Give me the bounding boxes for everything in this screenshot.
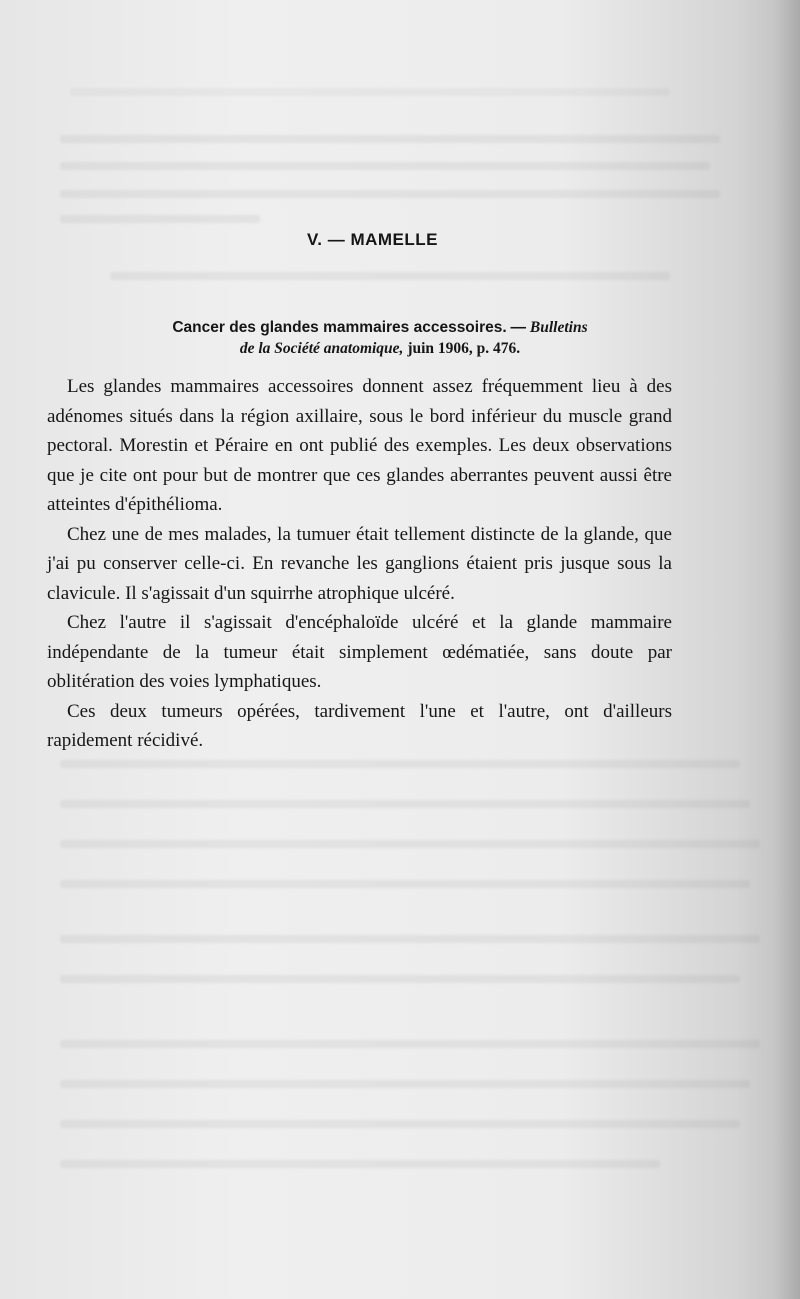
- bleed-through-line: [60, 1160, 660, 1168]
- bleed-through-line: [60, 135, 720, 143]
- bleed-through-line: [70, 88, 670, 96]
- publication-date: juin 1906, p. 476.: [407, 340, 521, 357]
- title-dash: —: [510, 319, 527, 336]
- page-edge-shadow: [774, 0, 800, 1299]
- bleed-through-line: [60, 760, 740, 768]
- bleed-through-line: [60, 935, 760, 943]
- bleed-through-line: [60, 190, 720, 198]
- journal-source: de la Société anatomique,: [239, 340, 404, 357]
- bleed-through-line: [60, 880, 750, 888]
- article-body: [47, 372, 672, 756]
- article-title-text: Cancer des glandes mammaires accessoires.: [172, 319, 507, 336]
- bleed-through-line: [60, 975, 740, 983]
- bleed-through-line: [60, 162, 710, 170]
- bleed-through-line: [60, 1040, 760, 1048]
- paragraph: Chez une de mes malades, la tumuer était tellement distincte de la glande, que j'ai pu conserver celle-ci. En revanche les ganglions étaient pris jusque sous la clavicule. Il s'agissait d'un squirrhe atrophique ulcéré.: [47, 523, 672, 604]
- bleed-through-line: [60, 840, 760, 848]
- section-heading: V. — MAMELLE: [307, 230, 438, 249]
- bleed-through-line: [60, 800, 750, 808]
- bleed-through-line: [60, 1120, 740, 1128]
- bleed-through-line: [60, 1080, 750, 1088]
- journal-name: Bulletins: [529, 319, 588, 336]
- bleed-through-line: [110, 272, 670, 280]
- paragraph: Chez l'autre il s'agissait d'encéphaloïde ulcéré et la glande mammaire indépendante de la tumeur était simplement œdématiée, sans doute par oblitération des voies lymphatiques.: [47, 612, 672, 692]
- paragraph: Les glandes mammaires accessoires donnent assez fréquemment lieu à des adénomes situés dans la région axillaire, sous le bord inférieur du muscle grand pectoral. Morestin et Péraire en ont publié des exemples. Les deux observations que je cite ont pour but de montrer que ces glandes aberrantes peuvent aussi être atteintes d'épithélioma.: [47, 376, 672, 515]
- bleed-through-line: [60, 215, 260, 223]
- paragraph: Ces deux tumeurs opérées, tardivement l'une et l'autre, ont d'ailleurs rapidement récidivé.: [47, 700, 672, 751]
- article-title: [60, 317, 700, 359]
